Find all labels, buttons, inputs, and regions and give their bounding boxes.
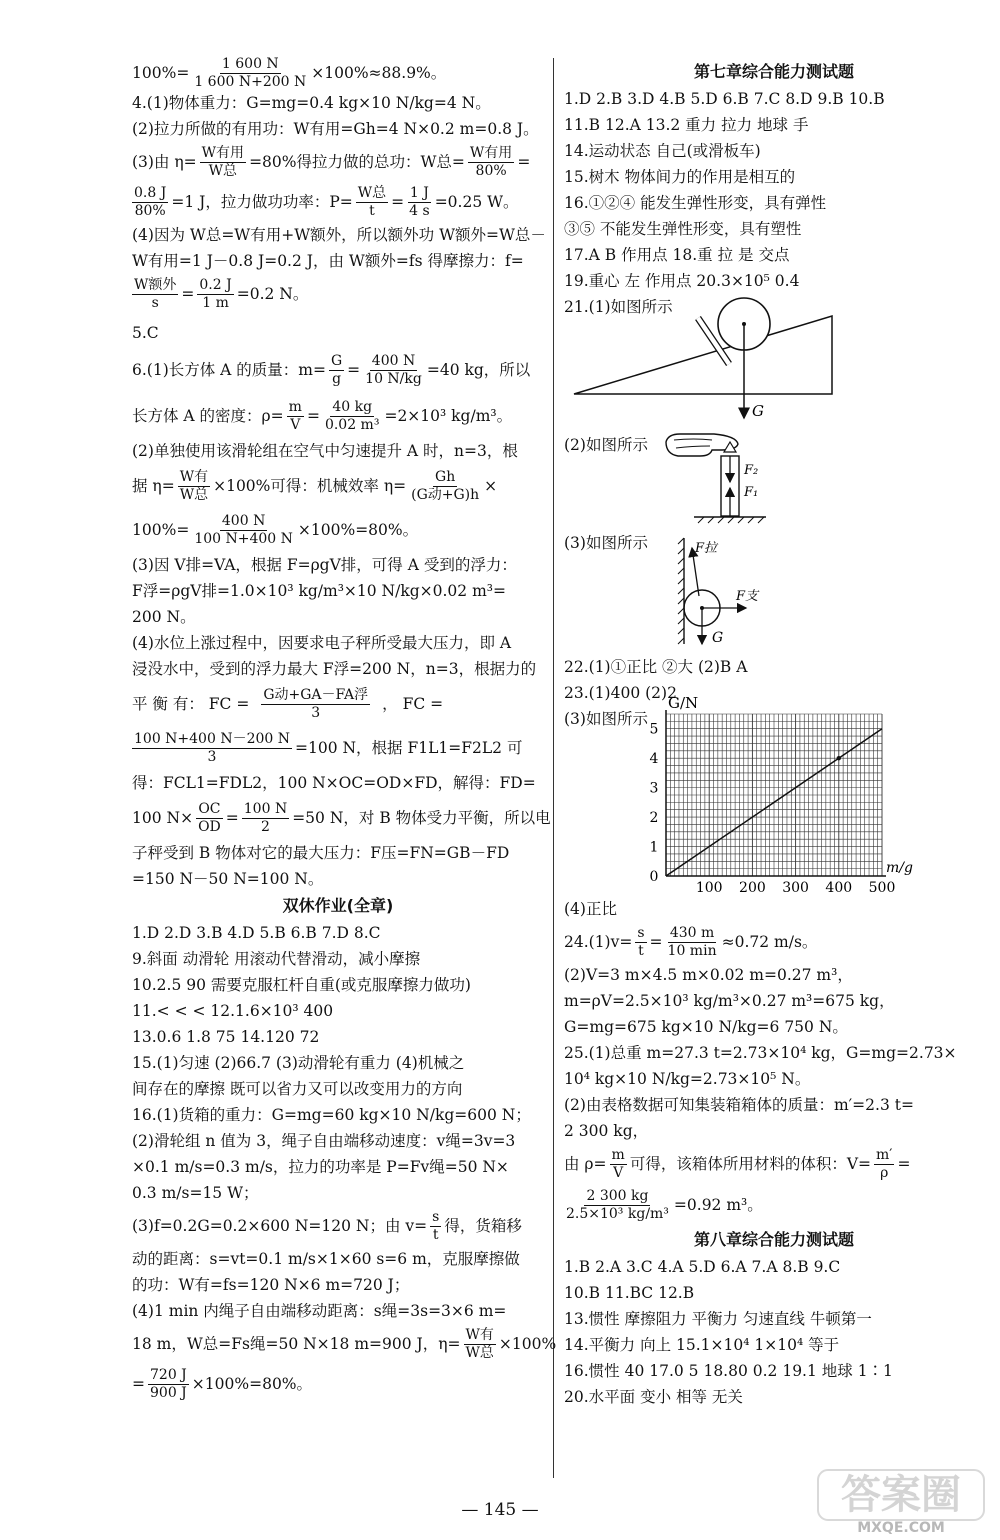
x-tick-label: 100 xyxy=(695,880,723,896)
watermark-text: 答案圈 xyxy=(841,1472,961,1518)
x-tick-label: 400 xyxy=(825,880,853,896)
answer-line: 25.(1)总重 m=27.3 t=2.73×10⁴ kg，G=mg=2.73× xyxy=(564,1044,957,1062)
answer-line: 0.3 m/s=15 W； xyxy=(132,1184,259,1202)
answer-line: $\frac{100 N+400 N-200 N}{3}$ =100 N，根据 F1L1=F2L2 可 xyxy=(134,730,523,765)
answer-line: F浮=ρgV排=1.0×10³ kg/m³×10 N/kg×0.02 m³= xyxy=(132,582,506,600)
answer-line: 24.(1)v= $\frac{s}{t}$ = $\frac{430 m}{10 \min}$ ≈0.72 m/s。 xyxy=(564,924,818,959)
answer-line: 10⁴ kg×10 N/kg=2.73×10⁵ N。 xyxy=(564,1070,811,1088)
answer-line: (2)单独使用该滑轮组在空气中匀速提升 A 时，n=3，根 xyxy=(132,442,518,460)
gravity-label: G xyxy=(752,402,764,420)
gravity-label: G xyxy=(712,630,724,646)
y-tick-label: 1 xyxy=(649,839,659,856)
answer-line: 14.平衡力 向上 15.1×10⁴ 1×10⁴ 等于 xyxy=(564,1336,840,1354)
answer-line: 16.①②④ 能发生弹性形变，具有弹性 xyxy=(564,194,827,212)
answer-line: 100%= $\frac{400 N}{100 N+400 N}$ ×100%=80%。 xyxy=(132,512,419,547)
y-tick-label: 0 xyxy=(649,869,659,885)
answer-line: 据 η= $\frac{\text{W有}}{\text{W总}}$ ×100%可得：机械效率 η= $\frac{Gh}{\text{(G动+G)h}}$ × xyxy=(132,468,498,503)
answer-line: 10.B 11.BC 12.B xyxy=(564,1284,695,1302)
answer-line: $\frac{0.8 J}{80\%}$ =1 J，拉力做功功率：P= $\frac{\text{W总}}{t}$ = $\frac{1 J}{4 s}$ =0.25 W。 xyxy=(134,184,519,219)
tension-label: F拉 xyxy=(695,541,718,556)
x-axis-label: m/g xyxy=(886,860,913,876)
answer-line: 15.(1)匀速 (2)66.7 (3)动滑轮有重力 (4)机械之 xyxy=(132,1054,465,1072)
answer-line: W有用=1 J－0.8 J=0.2 J，由 W额外=fs 得摩擦力：f= xyxy=(132,252,524,270)
f2-label: F₂ xyxy=(744,463,759,478)
answer-line: 6.(1)长方体 A 的质量：m= $\frac{G}{g}$ = $\frac{400 N}{10 N/kg}$ =40 kg，所以 xyxy=(132,352,531,387)
section-heading: 第八章综合能力测试题 xyxy=(693,1230,854,1249)
answer-line: 9.斜面 动滑轮 用滚动代替滑动，减小摩擦 xyxy=(132,950,421,968)
y-tick-label: 5 xyxy=(649,721,659,738)
answer-line: 浸没水中，受到的浮力最大 F浮=200 N，n=3，根据力的 xyxy=(132,660,537,678)
watermark-logo xyxy=(816,1468,986,1534)
answer-line: (3)由 η= $\frac{\text{W有用}}{\text{W总}}$ =80%得拉力做的总功：W总= $\frac{\text{W有用}}{80\%}$ = xyxy=(132,144,531,179)
answer-line: $\frac{\text{W额外}}{s}$ = $\frac{0.2 J}{1 m}$ =0.2 N。 xyxy=(134,276,309,311)
answer-line: 13.0.6 1.8 75 14.120 72 xyxy=(132,1028,320,1046)
answer-line: 1.B 2.A 3.C 4.A 5.D 6.A 7.A 8.B 9.C xyxy=(564,1258,841,1276)
answer-line: 子秤受到 B 物体对它的最大压力：F压=FN=GB－FD xyxy=(132,844,510,862)
answer-line: (2)如图所示 xyxy=(564,436,648,454)
answer-line: (3)f=0.2G=0.2×600 N=120 N；由 v= $\frac{s}{t}$ 得，货箱移 xyxy=(132,1208,522,1243)
answer-line: 1.D 2.D 3.B 4.D 5.B 6.B 7.D 8.C xyxy=(132,924,381,942)
answer-line: (4)因为 W总=W有用+W额外，所以额外功 W额外=W总－ xyxy=(132,226,546,244)
answer-line: (4)正比 xyxy=(564,900,617,918)
incline-ball-figure xyxy=(564,320,984,430)
answer-line: (3)因 V排=VA，根据 F=ρgV排，可得 A 受到的浮力： xyxy=(132,556,517,574)
answer-line: 23.(1)400 (2)2 xyxy=(564,684,677,702)
answer-line: 100%= $\frac{1 600 N}{1 600 N+200 N}$ ×100%≈88.9%。 xyxy=(132,55,447,90)
y-axis-label: G/N xyxy=(668,694,699,712)
x-tick-label: 300 xyxy=(782,880,809,896)
x-tick-label: 200 xyxy=(739,880,766,896)
data-point xyxy=(837,756,841,760)
answer-line: 的功：W有=fs=120 N×6 m=720 J； xyxy=(132,1276,410,1294)
answer-line: (2)滑轮组 n 值为 3，绳子自由端移动速度：v绳=3v=3 xyxy=(132,1132,516,1150)
answer-line: =150 N－50 N=100 N。 xyxy=(132,870,324,888)
answer-line: 由 ρ= $\frac{m}{V}$ 可得，该箱体所用材料的体积：V= $\frac{m'}{\rho}$ = xyxy=(564,1146,911,1181)
answer-line: 16.(1)货箱的重力：G=mg=60 kg×10 N/kg=600 N； xyxy=(132,1106,531,1124)
answer-line: 21.(1)如图所示 xyxy=(564,298,673,316)
answer-line: (2)拉力所做的有用功：W有用=Gh=4 N×0.2 m=0.8 J。 xyxy=(132,120,539,138)
answer-line: 18 m，W总=Fs绳=50 N×18 m=900 J，η= $\frac{\text{W有}}{\text{W总}}$ ×100% xyxy=(132,1326,557,1361)
answer-line: 17.A B 作用点 18.重 拉 是 交点 xyxy=(564,246,790,264)
support-label: F支 xyxy=(736,589,759,604)
answer-line: 15.树木 物体间力的作用是相互的 xyxy=(564,168,796,186)
left-column xyxy=(132,55,557,1404)
finger-icon xyxy=(666,434,738,456)
answer-line: (2)由表格数据可知集装箱箱体的质量：m′=2.3 t= xyxy=(564,1096,914,1114)
page-number: — 145 — xyxy=(461,1500,539,1520)
answer-line: ×0.1 m/s=0.3 m/s，拉力的功率是 P=Fv绳=50 N× xyxy=(132,1158,509,1176)
answer-line: 100 N× $\frac{OC}{OD}$ = $\frac{100 N}{2}$ =50 N，对 B 物体受力平衡，所以电 xyxy=(132,800,551,835)
answer-line: 22.(1)①正比 ②大 (2)B A xyxy=(564,658,748,676)
answer-line: 4.(1)物体重力：G=mg=0.4 kg×10 N/kg=4 N。 xyxy=(132,94,491,112)
right-column xyxy=(564,56,984,1410)
answer-line: (4)水位上涨过程中，因要求电子秤所受最大压力，即 A xyxy=(132,634,512,652)
answer-line: 5.C xyxy=(132,324,159,342)
answer-line: 动的距离：s=vt=0.1 m/s×1×60 s=6 m，克服摩擦做 xyxy=(132,1250,520,1268)
y-tick-label: 4 xyxy=(649,751,659,768)
section-heading: 双休作业(全章) xyxy=(282,896,394,915)
answer-line: (3)如图所示 xyxy=(564,710,648,728)
f1-label: F₁ xyxy=(744,485,759,500)
answer-line: 11.B 12.A 13.2 重力 拉力 地球 手 xyxy=(564,116,809,134)
answer-line: 16.惯性 40 17.0 5 18.80 0.2 19.1 地球 1∶1 xyxy=(564,1362,893,1380)
watermark-url: MXQE.COM xyxy=(857,1520,945,1536)
answer-line: (4)1 min 内绳子自由端移动距离：s绳=3s=3×6 m= xyxy=(132,1302,507,1320)
answer-line: 10.2.5 90 需要克服杠杆自重(或克服摩擦力做功) xyxy=(132,976,471,994)
answer-line: 20.水平面 变小 相等 无关 xyxy=(564,1388,743,1406)
answer-line: (3)如图所示 xyxy=(564,534,648,552)
g-m-chart xyxy=(564,694,984,896)
answer-line: 13.惯性 摩擦阻力 平衡力 匀速直线 牛顿第一 xyxy=(564,1310,872,1328)
answer-line: 平 衡 有： FC = $\frac{\text{G动+GA－FA浮}}{3}$ ， FC = xyxy=(132,686,444,721)
column-divider xyxy=(553,58,554,1478)
chart-grid xyxy=(666,714,882,876)
answer-line: m=ρV=2.5×10³ kg/m³×0.27 m³=675 kg， xyxy=(564,992,895,1010)
answer-line: ③⑤ 不能发生弹性形变，具有塑性 xyxy=(564,220,802,238)
answer-line: 长方体 A 的密度：ρ= $\frac{m}{V}$ = $\frac{40 kg}{\text{0.02 m³}}$ =2×10³ kg/m³。 xyxy=(132,398,513,433)
answer-line: 2 300 kg， xyxy=(564,1122,649,1140)
answer-line: $\frac{2 300 kg}{\text{2.5×10³ kg/m³}}$ =0.92 m³。 xyxy=(566,1187,763,1222)
answer-line: 19.重心 左 作用点 20.3×10⁵ 0.4 xyxy=(564,272,800,290)
answer-line: 200 N。 xyxy=(132,608,196,626)
answer-line: (2)V=3 m×4.5 m×0.02 m=0.27 m³， xyxy=(564,966,853,984)
answer-line: 11.< < < 12.1.6×10³ 400 xyxy=(132,1002,334,1020)
y-tick-label: 2 xyxy=(649,810,659,827)
section-heading: 第七章综合能力测试题 xyxy=(693,62,854,81)
y-tick-label: 3 xyxy=(649,780,659,797)
x-tick-label: 500 xyxy=(868,880,896,896)
answer-line: 间存在的摩擦 既可以省力又可以改变用力的方向 xyxy=(132,1080,463,1098)
answer-line: 14.运动状态 自己(或滑板车) xyxy=(564,142,761,160)
answer-line: G=mg=675 kg×10 N/kg=6 750 N。 xyxy=(564,1018,848,1036)
answer-line: 1.D 2.B 3.D 4.B 5.D 6.B 7.C 8.D 9.B 10.B xyxy=(564,90,885,108)
answer-line: 得：FCL1=FDL2，100 N×OC=OD×FD，解得：FD= xyxy=(132,774,536,792)
answer-line: = $\frac{720 J}{900 J}$ ×100%=80%。 xyxy=(132,1366,313,1401)
